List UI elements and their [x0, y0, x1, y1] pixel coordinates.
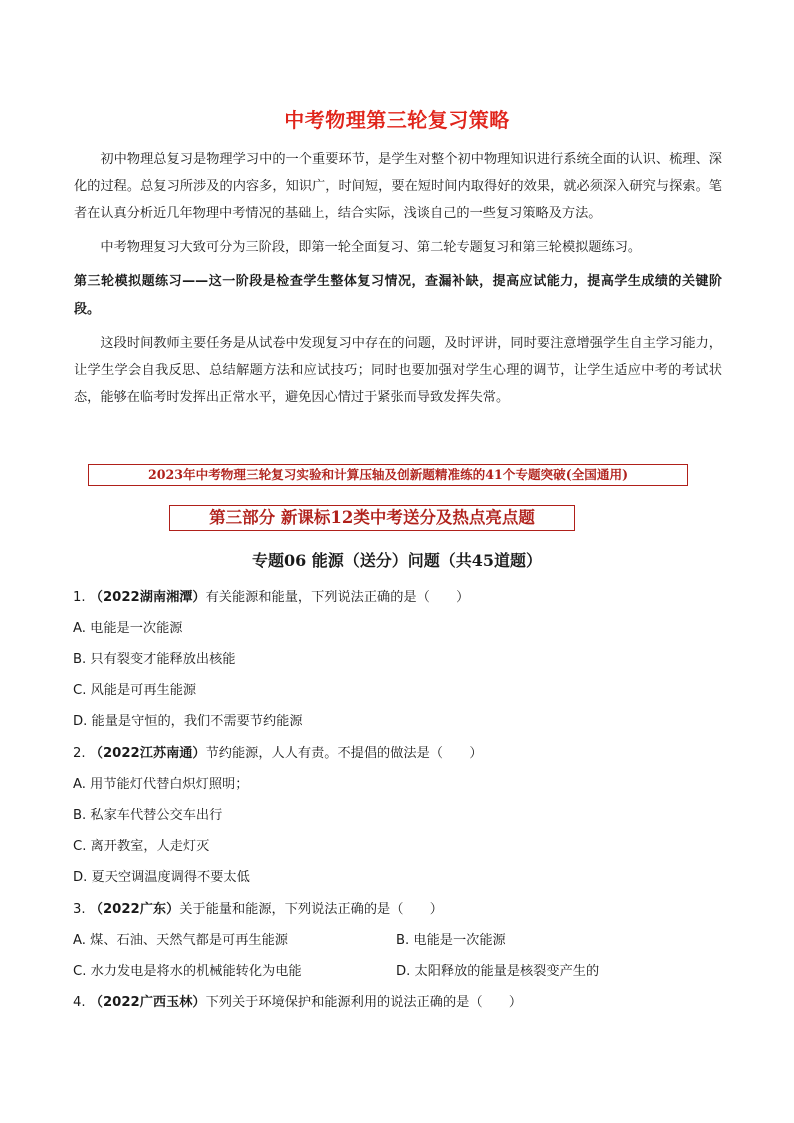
question-source: （2022江苏南通）: [89, 746, 206, 761]
question-2-option-d: D. 夏天空调温度调得不要太低: [73, 870, 250, 885]
intro-paragraph-2: 中考物理复习大致可分为三阶段，即第一轮全面复习、第二轮专题复习和第三轮模拟题练习。: [100, 240, 642, 255]
question-1: [73, 586, 469, 605]
question-1-option-c: C. 风能是可再生能源: [73, 683, 197, 698]
question-2-option-c: C. 离开教室，人走灯灭: [73, 839, 210, 854]
question-3-option-a: A. 煤、石油、天然气都是可再生能源: [73, 933, 288, 948]
question-1-option-b: B. 只有裂变才能释放出核能: [73, 652, 236, 667]
intro-paragraph-4: 这段时间教师主要任务是从试卷中发现复习中存在的问题，及时评讲，同时要注意增强学生自主学习能力，让学生学会自我反思、总结解题方法和应试技巧；同时也要加强对学生心理的调节，让学生适应中考的考试状态，能够在临考时发挥出正常水平，避免因心情过于紧张而导致发挥失常。: [74, 336, 722, 405]
question-source: （2022广西玉林）: [89, 995, 206, 1010]
question-4: [73, 991, 522, 1010]
topic-title: 专题06 能源（送分）问题（共45道题）: [251, 551, 543, 570]
question-source: （2022广东）: [89, 902, 180, 917]
question-number: 1.: [73, 590, 86, 605]
question-stem: 有关能源和能量，下列说法正确的是（ ）: [205, 590, 470, 605]
question-1-option-a: A. 电能是一次能源: [73, 621, 183, 636]
question-number: 4.: [73, 995, 86, 1010]
series-banner: 2023年中考物理三轮复习实验和计算压轴及创新题精准练的41个专题突破(全国通用): [88, 464, 688, 486]
question-3: [73, 898, 443, 917]
question-1-option-d: D. 能量是守恒的，我们不需要节约能源: [73, 714, 303, 729]
question-2-option-b: B. 私家车代替公交车出行: [73, 808, 223, 823]
question-number: 2.: [73, 746, 86, 761]
question-stem: 下列关于环境保护和能源利用的说法正确的是（ ）: [205, 995, 523, 1010]
question-stem: 关于能量和能源，下列说法正确的是（ ）: [179, 902, 443, 917]
question-stem: 节约能源，人人有责。不提倡的做法是（ ）: [205, 746, 483, 761]
intro-paragraph-3: 第三轮模拟题练习——这一阶段是检查学生整体复习情况，查漏补缺，提高应试能力，提高学生成绩的关键阶段。: [74, 274, 722, 317]
question-3-option-c: C. 水力发电是将水的机械能转化为电能: [73, 964, 302, 979]
question-2: [73, 742, 483, 761]
part-title: 第三部分 新课标12类中考送分及热点亮点题: [169, 505, 575, 531]
intro-paragraph-1: 初中物理总复习是物理学习中的一个重要环节，是学生对整个初中物理知识进行系统全面的认识、梳理、深化的过程。总复习所涉及的内容多，知识广，时间短，要在短时间内取得好的效果，就必须深入研究与探索。笔者在认真分析近几年物理中考情况的基础上，结合实际，浅谈自己的一些复习策略及方法。: [74, 152, 722, 221]
question-3-option-d: D. 太阳释放的能量是核裂变产生的: [396, 964, 600, 979]
page-title: 中考物理第三轮复习策略: [284, 108, 510, 132]
question-source: （2022湖南湘潭）: [89, 590, 206, 605]
question-3-option-b: B. 电能是一次能源: [396, 933, 506, 948]
question-2-option-a: A. 用节能灯代替白炽灯照明；: [73, 777, 249, 792]
question-number: 3.: [73, 902, 86, 917]
